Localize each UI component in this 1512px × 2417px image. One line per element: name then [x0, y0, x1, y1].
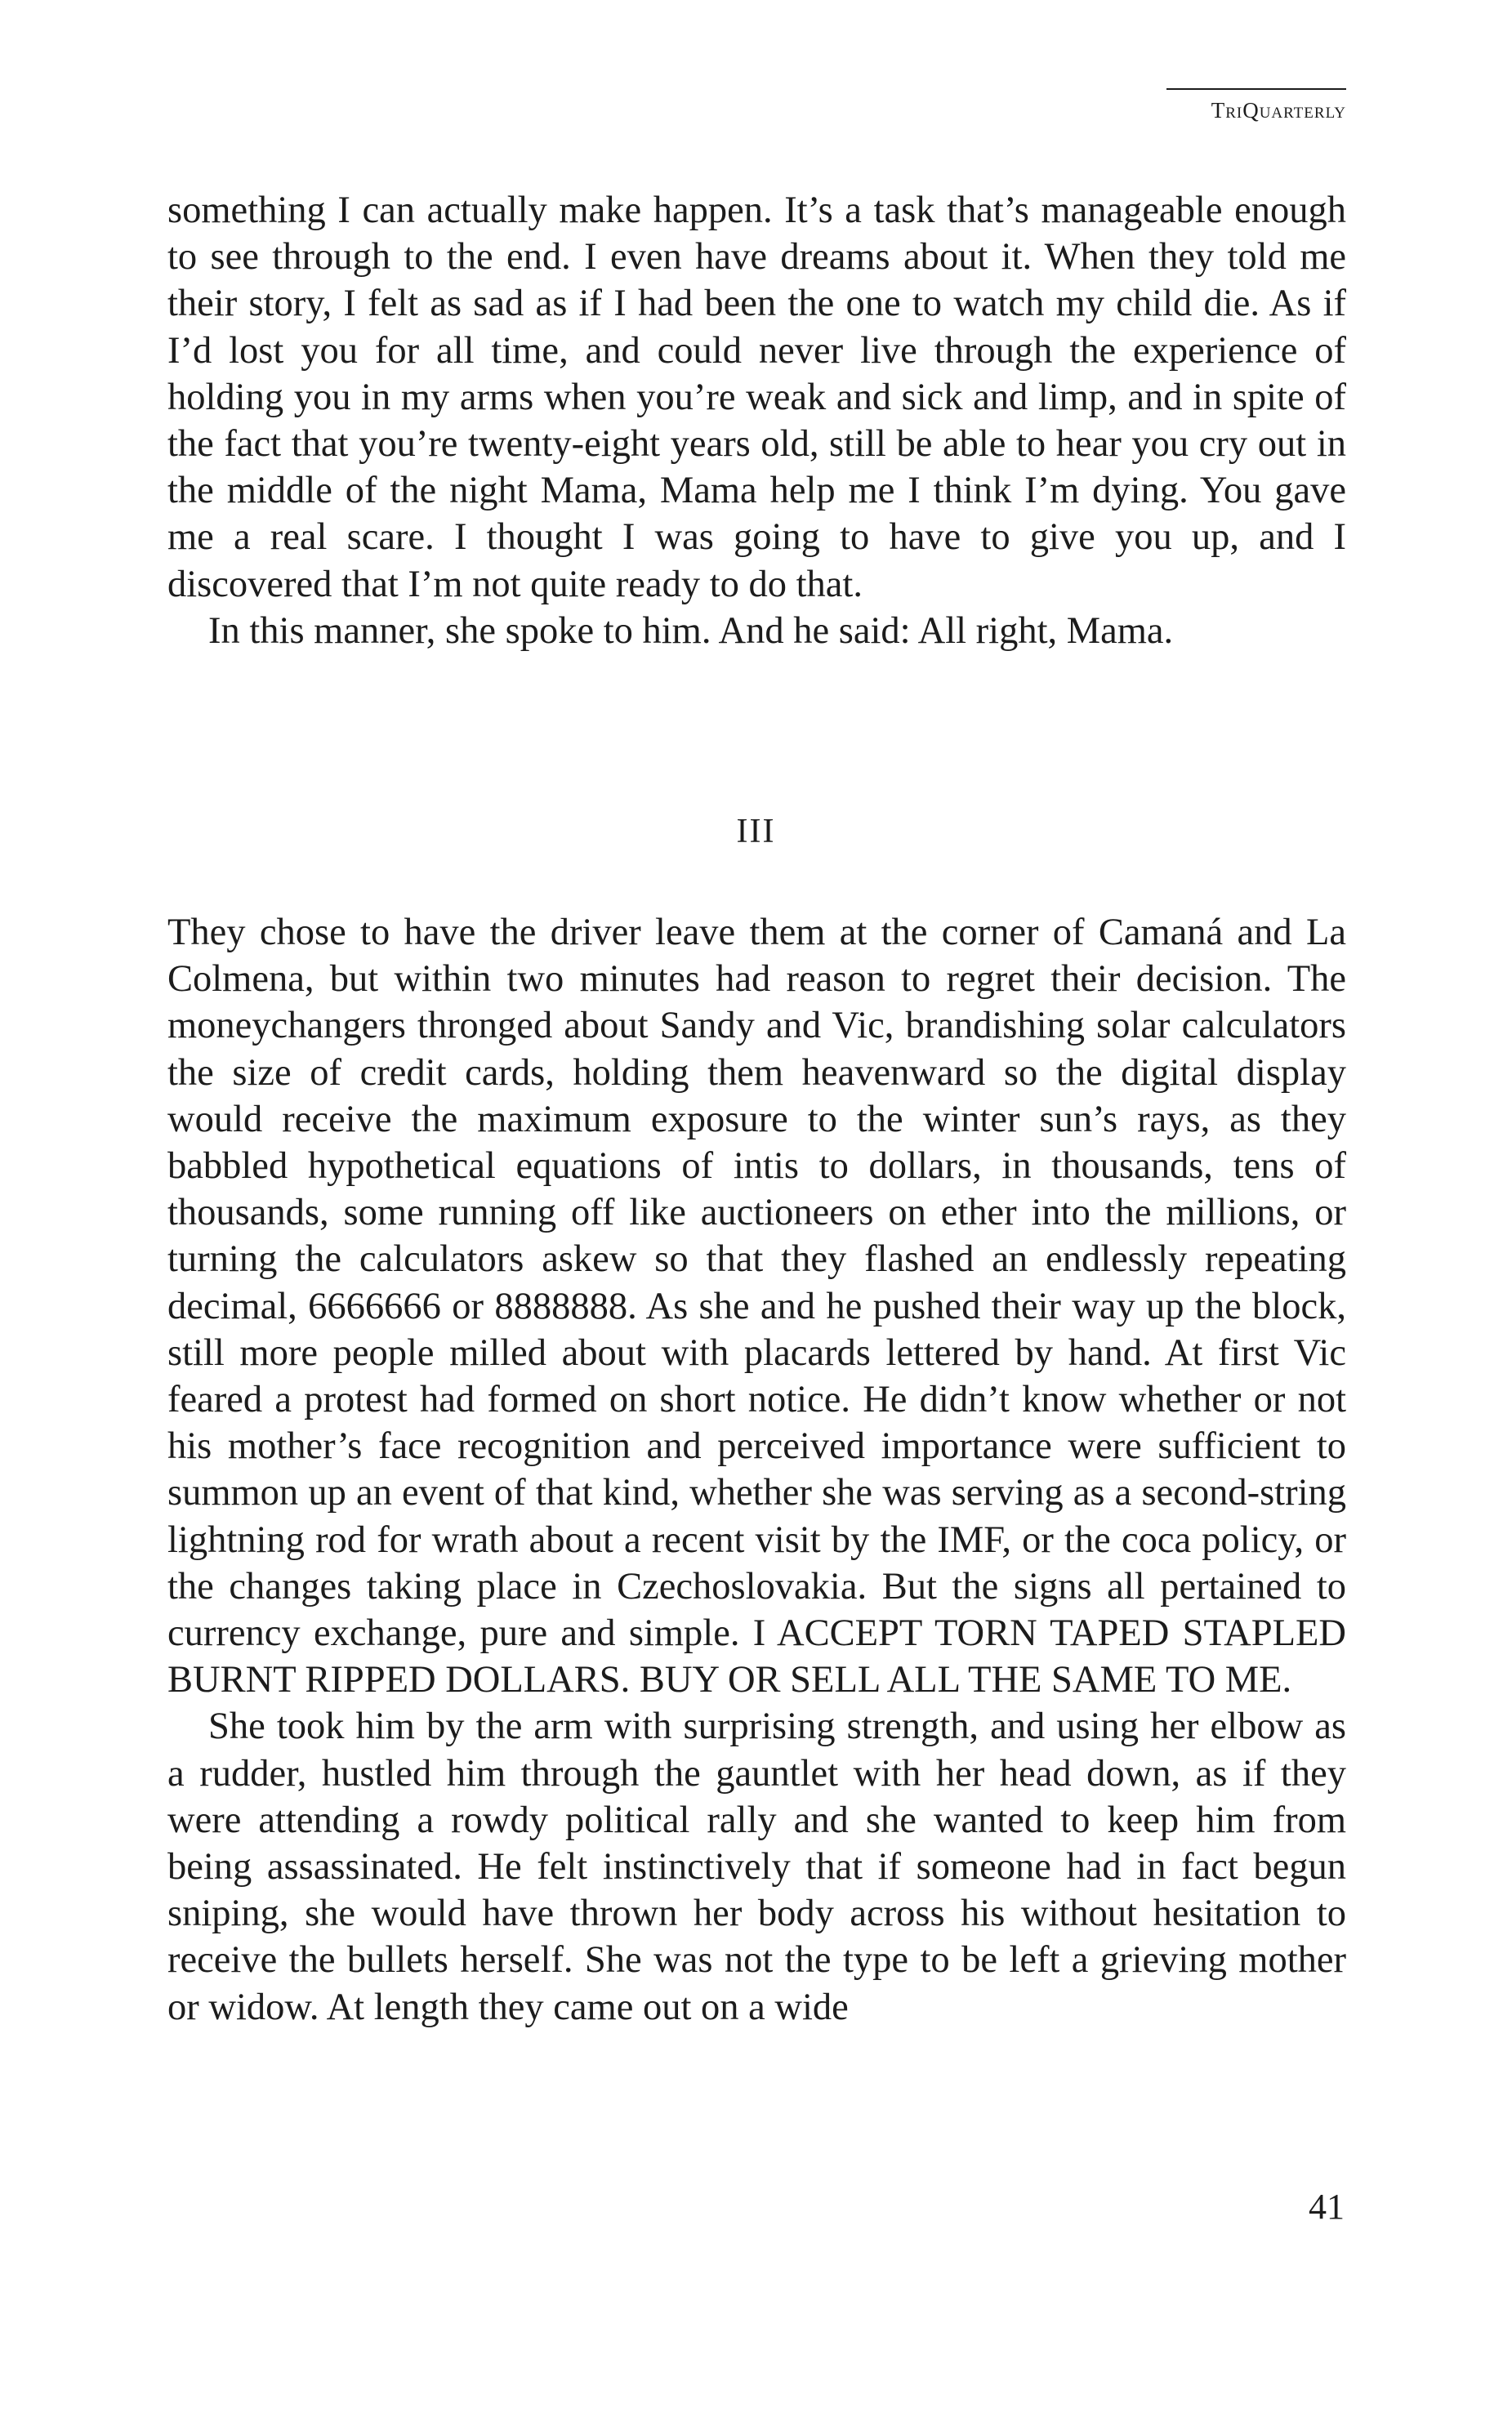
running-head: TriQuarterly: [1166, 88, 1346, 123]
text-block-after-section: [167, 909, 1346, 2031]
paragraph: She took him by the arm with surprising strength, and using her elbow as a rudder, hustled him through the gauntlet with her head down, as if they were attending a rowdy political rally and she wanted to keep him from being assassinated. He felt instinctively that if someone had in fact begun sniping, she would have thrown her body across his without hesitation to receive the bullets herself. She was not the type to be left a grieving mother or widow. At length they came out on a wide: [167, 1706, 1346, 2028]
text-block-before-section: [167, 187, 1346, 654]
page-number: 41: [1309, 2187, 1345, 2227]
section-number: III: [736, 813, 776, 850]
paragraph: In this manner, she spoke to him. And he said: All right, Mama.: [208, 609, 1174, 652]
paragraph: something I can actually make happen. It’s a task that’s manageable enough to see through to the end. I even have dreams about it. When they told me their story, I felt as sad as if I had been the one to watch my child die. As if I’d lost you for all time, and could never live through the experience of holding you in my arms when you’re weak and sick and limp, and in spite of the fact that you’re twenty-eight years old, still be able to hear you cry out in the middle of the night Mama, Mama help me I think I’m dying. You gave me a real scare. I thought I was going to have to give you up, and I discovered that I’m not quite ready to do that.: [167, 190, 1346, 605]
paragraph: They chose to have the driver leave them at the corner of Camaná and La Colmena, but within two minutes had reason to regret their decision. The moneychangers thronged about Sandy and Vic, brandishing solar calculators the size of credit cards, holding them heavenward so the digital display would receive the maximum exposure to the winter sun’s rays, as they babbled hypothetical equations of intis to dollars, in thousands, tens of thousands, some running off like auctioneers on ether into the millions, or turning the calculators askew so that they flashed an endlessly repeating decimal, 6666666 or 8888888. As she and he pushed their way up the block, still more people milled about with placards lettered by hand. At first Vic feared a protest had formed on short notice. He didn’t know whether or not his mother’s face recognition and perceived importance were sufficient to summon up an event of that kind, whether she was serving as a second-string lightning rod for wrath about a recent visit by the IMF, or the coca policy, or the changes taking place in Czechoslovakia. But the signs all pertained to currency exchange, pure and simple. I ACCEPT TORN TAPED STAPLED BURNT RIPPED DOLLARS. BUY OR SELL ALL THE SAME TO ME.: [167, 912, 1346, 1701]
